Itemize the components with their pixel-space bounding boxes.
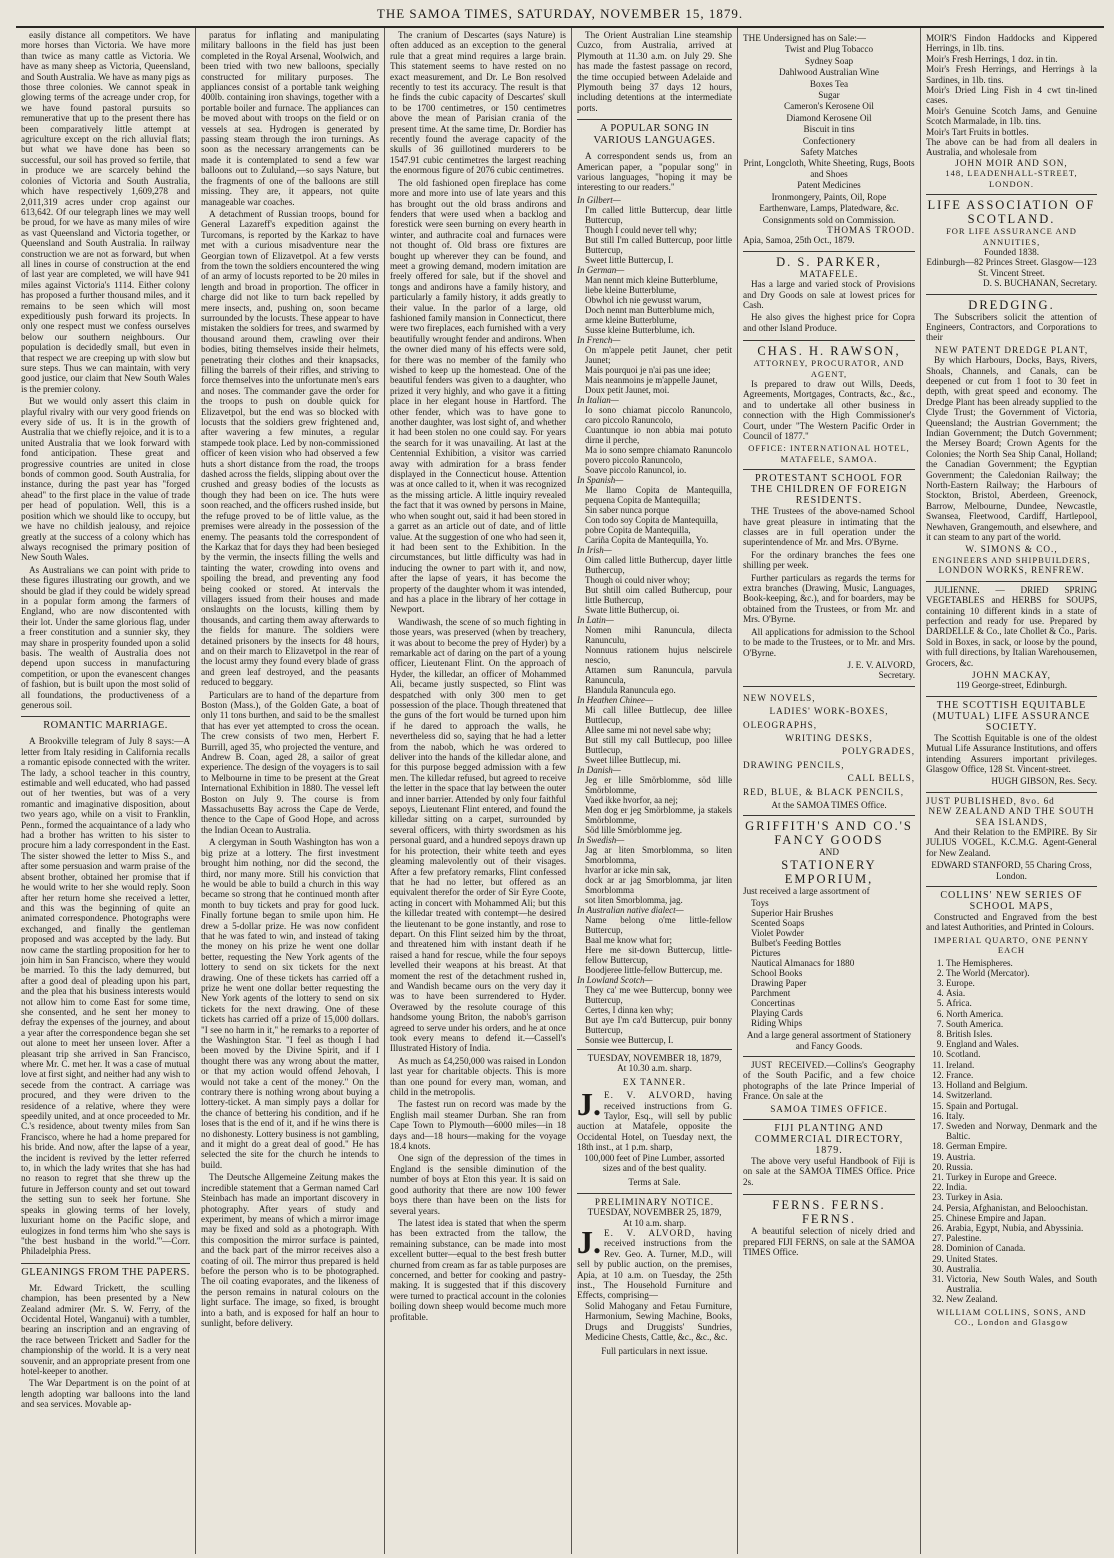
article-paragraph: Wandiwash, the scene of so much fighting in those years, was preserved (when by treachery, it was about to become the prey of Hyder) by a remarkable act of daring on the part of a young officer, Lieutenant Flint. On the approach of Hyder, the killedar, an officer of Mohammed Ali, became justly suspected, so Flint was despatched with only 300 men to get possession of the place. Though threatened that the guns of the fort would be turned upon him if he dared to approach the walls, he nevertheless did so, saying that he had a letter from the nabob, which he was ordered to deliver into the hands of the killedar alone, and for this purpose begged admission with a few men. The killedar refused, but agreed to receive the letter in the space that lay between the outer and inner barrier. Attended by only four faithful sepoys, Lieutenant Flint entered, and found the killedar sitting on a carpet, surrounded by several officers, with thirty swordsmen as his personal guard, and a hundred sepoys drawn up for his protection, their white teeth and eyes gleaming malevolently out of their visages. After a few prefatory remarks, Flint confessed that he had no letter, but offered as an equivalent therefor the order of Sir Eyre Coote, acting in concert with Mohammed Ali; but this the killedar treated with contempt—he desired the lieutenant to be gone instantly, and rose to depart. On this Flint seized him by the throat, and threatened him with instant death if he raised a hand for rescue, while the four sepoys levelled their weapons at his breast. At that moment the rest of the detachment rushed in, and Wandish became ours on the very day it was to have been surrendered to Hyder. Overawed by the resolute courage of this handsome young Briton, the nabob's garrison agreed to serve under his orders, and he at once took every means to defend it.—Cassell's Illustrated History of India. [390, 616, 566, 1054]
advert-item: Moir's Dried Ling Fish in 4 cwt tin-lined cases. [926, 85, 1097, 106]
advert-body: Constructed and Engraved from the best and latest Authorities, and Printed in Colours. [926, 912, 1097, 933]
map-list-item: 2. The World (Mercator). [946, 968, 1097, 978]
advert-name: JOHN MOIR AND SON, [955, 157, 1068, 168]
advert-signature: WILLIAM COLLINS, SONS, AND CO., London and Glasgow [936, 1306, 1087, 1327]
advert-founded: Founded 1838. [983, 246, 1040, 257]
advert-item: LADIES' WORK-BOXES, [769, 706, 889, 717]
advert-item: Diamond Kerosene Oil [786, 112, 872, 123]
song-line: Con todo soy Copita de Mantequilla, [585, 514, 718, 525]
song-line: Sin saber nunca porque [585, 504, 670, 515]
song-line: Cariña Copita de Mantequilla, Yo. [585, 534, 709, 545]
auction-footer: Full particulars in next issue. [601, 1346, 708, 1357]
map-list-item: 13. Holland and Belgium. [946, 1080, 1097, 1090]
auctioneer-name: E. V. ALVORD, [604, 1227, 696, 1238]
song-line: Nomen mihi Ranuncula, dilecta Ranunculu, [585, 624, 732, 645]
article-paragraph: The Orient Australian Line steamship Cuzco, from Australia, arrived at Plymouth at 11.30 a.m. on July 29. She has made the fastest passage on record, the time occupied between Adelaide and Plymouth being 37 days 12 hours, including detentions at the intermediate ports. [577, 30, 732, 113]
advert-role: Secretary. [878, 670, 915, 681]
song-language-label: In Latin— [577, 614, 614, 625]
advert-item: School Books [751, 968, 803, 979]
song-line: But aye I'm ca'd Buttercup, puir bonny Buttercup, [585, 1014, 732, 1035]
article-paragraph: The fastest run on record was made by the English mail steamer Durban. She ran from Cape Town to Plymouth—6000 miles—in 18 days and—18 hours—making for the voyage 18.4 knots. [390, 1099, 566, 1152]
song-line: I'm called little Buttercup, dear little Buttercup, [585, 204, 732, 225]
advert-offices: Edinburgh—82 Princes Street. Glasgow—123 St. Vincent Street. [926, 257, 1097, 278]
song-line: Though I could never tell why; [585, 224, 697, 235]
song-language-label: In Italian— [577, 394, 619, 405]
song-line: Sweet lillee Buttlecup, mi. [585, 754, 681, 765]
column-1 [16, 28, 196, 1554]
song-line: But shtill oim called Buthercup, pour little Buthercup, [585, 584, 732, 605]
drop-cap: J. [577, 1086, 601, 1123]
map-list-item: 26. Arabia, Egypt, Nubia, and Abyssinia. [946, 1223, 1097, 1233]
map-list-item: 25. Chinese Empire and Japan. [946, 1213, 1097, 1223]
advert-signature: EDWARD STANFORD, 55 Charing Cross, London. [931, 860, 1092, 881]
article-paragraph: But we would only assert this claim in playful rivalry with our very good friends on every side of us. It is in the growth of Australia that we chiefly rejoice, and it is to a united Australia that we look forward with fond anticipation. These great and progressive countries are united in close bonds of common good. South Australia, for instance, during the past year has "forged ahead" to the first place in the value of trade per head of population. Well, this is a position which we should like to occupy, but we have no childish jealousy, and rejoice greatly at the success of a colony which has always recognised the primary position of New South Wales. [21, 396, 190, 563]
song-line: Söd lille Smörblomme jeg. [585, 824, 682, 835]
map-list-item: 8. British Isles. [946, 1029, 1097, 1039]
advert-item: Print, Longcloth, White Sheeting, Rugs, Boots and Shoes [743, 158, 915, 179]
scottish-equitable-advert [926, 697, 1097, 793]
song-line: Obwhol ich nie gewusst warum, [585, 294, 702, 305]
advert-item: Dahlwood Australian Wine [779, 67, 879, 78]
advert-item: Superior Hair Brushes [751, 908, 834, 919]
article-paragraph: As much as £4,250,000 was raised in London last year for charitable objects. This is more than one pound for every man, woman, and child in the metropolis. [390, 1055, 566, 1098]
article-paragraph: As Australians we can point with pride to these figures illustrating our growth, and we should be glad if they could be widely spread in a popular form among the farmers of England, who are now discontented with their lot. Under the same glorious flag, under a freer constitution and a sunnier sky, they may share in prosperity founded upon a solid basis. The wealth of Australia does not depend upon success in manufacturing competition, or upon the evanescent changes of fashion, but is built upon the most solid of all foundations, the productiveness of a generous soil. [21, 564, 190, 710]
auction-time: At 10.30 a.m. sharp. [617, 1063, 692, 1074]
article-paragraph: A detachment of Russian troops, bound for General Lazareff's expedition against the Turcomans, is reported by the Karkaz to have met with a curious misadventure near the Georgian town of Elizavetpol. At a few versts from the town the soldiers encountered the wing of an army of locusts reported to be 20 miles in length and broad in proportion. The officer in charge did not like to turn back repelled by mere insects, and, pushing on, soon became surrounded by the locusts. These appear to have mistaken the soldiers for trees, and swarmed by thousand around them, crawling over their bodies, biting themselves inside their helmets, penetrating their clothes and their knapsacks, filling the barrels of their rifles, and striving to force themselves into the unfortunate men's ears and noses. The commander gave the order for the troops to push on double quick for Elizavetpol, but the end was so blocked with locusts that the soldiers grew frightened and, after wavering a few minutes, a regular stampede took place. Led by non-commissioned officer of keen vision who had observed a few huts a short distance from the road, the troops dashed across the fields, slipping about over the crushed and greasy bodies of the locusts as though they had been on ice. The huts were soon reached, and the officers rushed inside, but the refuge proved to be of little value, as the premises were already in the possession of the enemy. The peasants told the correspondent of the Karkaz that for days they had been besieged by the vermin, the insects filling the wells and tainting the water, crowding into ovens and spoiling the bread, and preventing any food being cooked or stored. At intervals the villagers issued from their houses and made onslaughts on the locusts, killing them by thousands, and carting them away afterwards to the fields for manure. The soldiers were detained prisoners by the insects for 48 hours, and on their march to Elizavetpol in the rear of the locust army they found every blade of grass and green leaf destroyed, and the peasants reduced to beggary. [201, 208, 379, 688]
song-line: Ma io sono sempre chiamato Ranuncolo povero piccolo Ranuncolo, [585, 444, 732, 465]
advert-heading: FERNS. FERNS. FERNS. [772, 1198, 886, 1227]
advert-body: By which Harbours, Docks, Bays, Rivers, Shoals, Channels, and Canals, can be deepened or cut from 1 foot to 30 feet in depth, with great speed and economy. The Dredge Plant has been already supplied to the Clyde Trust; the Government of Victoria, Queensland; the Austrian Government; the Indian Government; the Dutch Government; the Mersey Board; Crown Agents for the Colonies; the North Sea Ship Canal, Holland; the Canadian Government; the Egyptian Government; the Caledonian Railway; the North-Eastern Railway; the Harbours of Stockton, Bristol, Aberdeen, Greenock, Barrow, Melbourne, Dundee, Newcastle, Swansea, Fleetwood, Cardiff, Hartlepool, Newhaven, Grangemouth, and elsewhere, and it can steam to any part of the world. [926, 355, 1097, 543]
song-language-label: In Gilbert— [577, 194, 621, 205]
advert-intro: THE Undersigned has on Sale:— [743, 33, 866, 43]
map-list-item: 17. Sweden and Norway, Denmark and the Baltic. [946, 1121, 1097, 1141]
advert-works: LONDON WORKS, RENFREW. [938, 565, 1085, 576]
auction-detail: 100,000 feet of Pine Lumber, assorted sizes and of the best quality. [584, 1152, 725, 1173]
map-list [926, 958, 1097, 1305]
advert-sub: IMPERIAL QUARTO, ONE PENNY EACH [934, 934, 1089, 956]
article-paragraph: A correspondent sends us, from an American paper, a "popular song" in various languages, "hoping it may be interesting to our readers." [577, 151, 732, 193]
song-line: Doch nennt man Butterblume mich, [585, 304, 715, 315]
map-list-item: 24. Persia, Afghanistan, and Beloochistan. [946, 1203, 1097, 1213]
advert-item: Moir's Fresh Herrings, 1 doz. in tin. [926, 53, 1058, 64]
advert-address: 119 George-street, Edinburgh. [955, 680, 1068, 691]
song-line: But still I'm called Buttercup, poor little Buttercup, [585, 234, 732, 255]
trood-advert [743, 30, 915, 252]
song-line: Doux petit Jaunet, moi. [585, 384, 670, 395]
advert-item: Moir's Tart Fruits in bottles. [926, 126, 1029, 137]
song-line: Jeg er lille Smörblomme, söd lille Smörblomme, [585, 774, 732, 795]
advert-item: Bulbet's Feeding Bottles [751, 938, 841, 949]
advert-item: POLYGRADES, [841, 746, 915, 757]
advert-item-list [743, 44, 915, 213]
advert-fancy: FANCY GOODS [774, 833, 884, 848]
advert-heading: DREDGING. [968, 297, 1055, 312]
advert-item: Boxes Tea [809, 78, 849, 89]
advert-item: RED, BLUE, & BLACK PENCILS, [743, 786, 904, 797]
song-line: Though oi could niver whoy; [585, 574, 690, 585]
map-list-item: 15. Spain and Portugal. [946, 1101, 1097, 1111]
advert-name: GRIFFITH'S AND CO.'S [745, 819, 913, 834]
advert-heading: THE SCOTTISH EQUITABLE (MUTUAL) LIFE ASSURANCE SOCIETY. [932, 699, 1091, 733]
advert-title: ATTORNEY, PROCURATOR, AND AGENT, [753, 358, 905, 379]
just-received-advert [743, 1057, 915, 1120]
advert-body: The Subscribers solicit the attention of Engineers, Contractors, and Corporations to their [926, 311, 1097, 343]
advert-item: Cameron's Kerosene Oil [784, 101, 874, 112]
advert-item: Parchment [751, 988, 791, 999]
song-line: hvarfor ar icke min sak, [585, 864, 671, 875]
map-list-item: 21. Turkey in Europe and Greece. [946, 1172, 1097, 1182]
advert-plant: NEW PATENT DREDGE PLANT, [934, 344, 1089, 355]
auction-terms: Terms at Sale. [628, 1177, 681, 1188]
map-list-item: 14. Switzerland. [946, 1090, 1097, 1100]
advert-body: Is prepared to draw out Wills, Deeds, Agreements, Mortgages, Contracts, &c., &c., and to undertake all other business in connection with the High Commissioner's Court, under "The Western Pacific Order in Council of 1877." [743, 378, 915, 441]
life-association-advert [926, 195, 1097, 294]
advert-item: Concertinas [751, 998, 795, 1009]
moir-advert [926, 30, 1097, 195]
song-line: Men dog er jeg Smörblomme, ja stakels Smörblomme, [585, 804, 732, 825]
advert-body: The Scottish Equitable is one of the oldest Mutual Life Assurance Institutions, and offers intending Assurers important privileges. Glasgow Office, 128 St. Vincent-street. [926, 732, 1097, 774]
column-5 [738, 28, 921, 1554]
song-versions [577, 195, 732, 1045]
map-list-item: 7. South America. [946, 1019, 1097, 1029]
advert-and: AND [819, 847, 839, 858]
advert-title: NEW ZEALAND AND THE SOUTH SEA ISLANDS, [928, 806, 1095, 827]
map-list-item: 23. Turkey in Asia. [946, 1192, 1097, 1202]
advert-consign: Consignments sold on Commission. [762, 214, 896, 225]
song-language-label: In Australian native dialect— [577, 904, 684, 915]
advert-item: Sydney Soap [804, 55, 854, 66]
song-line: Sweet little Buttercup, I. [585, 254, 674, 265]
advert-item: Biscuit in tins [803, 124, 855, 135]
advert-item: Playing Cards [751, 1008, 803, 1019]
advert-item: Toys [751, 898, 769, 909]
song-line: But still my call Buttlecup, poo lillee Buttlecup, [585, 734, 732, 755]
advert-item: Violet Powder [751, 928, 804, 939]
advert-item: OLEOGRAPHS, [743, 719, 818, 730]
song-line: pobre Copita de Mantequilla, [585, 524, 691, 535]
song-line: Boodjeree little-fellow Buttercup, me. [585, 964, 723, 975]
map-list-item: 16. Italy. [946, 1111, 1097, 1121]
advert-item: Twist and Plug Tobacco [784, 44, 874, 55]
article-paragraph: The latest idea is stated that when the sperm has been extracted from the tallow, the remaining substance, can be made into most excellent butter—equal to the best fresh butter churned from cream as far as table purposes are concerned, and better for cooking and pastry-making. It is suggested that if this discovery were turned to practical account in the colonies boiling down sheep would become much more profitable. [390, 1217, 566, 1322]
song-line: Oim called little Buthercup, dayer little Buthercup, [585, 554, 732, 575]
map-list-item: 1. The Hemispheres. [946, 958, 1097, 968]
auction-body: having received instructions from G. Taylor, Esq., will sell by public auction at Matafele, opposite the Occidental Hotel, on Tuesday next, the 18th inst., at 1 p.m. sharp, [577, 1090, 733, 1153]
advert-signature: D. S. BUCHANAN, Secretary. [983, 278, 1097, 289]
article-paragraph: Mr. Edward Trickett, the sculling champion, has been presented by a New Zealand admirer (Mr. S. W. Ferry, of the Occidental Hotel, Wanganui) with a tumbler, bearing an inscription and an engraving of the race between Trickett and Sadler for the championship of the world. It is a very neat souvenir, and an appropriate present from one hotel-keeper to another. [21, 1282, 190, 1376]
advert-address: 148, LEADENHALL-STREET, LONDON. [945, 168, 1078, 189]
map-list-item: 18. German Empire. [946, 1141, 1097, 1151]
advert-item: MOIR'S Findon Haddocks and Kippered Herrings, in 1lb. tins. [926, 33, 1097, 54]
song-line: Jag ar liten Smorblomma, so liten Smorblomma, [585, 844, 732, 865]
song-line: arme kleine Butterblume, [585, 314, 677, 325]
advert-footer: SAMOA TIMES OFFICE. [770, 1103, 888, 1114]
song-line: Cuantunque io non abbia mai potuto dirne il perche, [585, 424, 732, 445]
advert-item: Scented Soaps [751, 918, 805, 929]
rawson-advert [743, 341, 915, 470]
map-list-item: 4. Asia. [946, 988, 1097, 998]
song-line: Nonnuus rationem hujus nelscirele nescio, [585, 644, 732, 665]
advert-heading: LIFE ASSOCIATION OF SCOTLAND. [927, 198, 1096, 227]
column-4 [572, 28, 738, 1554]
advert-body: He also gives the highest price for Copra and other Island Produce. [743, 312, 915, 333]
advert-item-list [926, 33, 1097, 137]
song-line: Susse kleine Butterblume, ich. [585, 324, 695, 335]
map-list-item: 31. Victoria, New South Wales, and South Australia. [946, 1274, 1097, 1294]
advert-emporium: STATIONERY EMPORIUM, [781, 857, 877, 886]
drop-cap: J. [577, 1223, 601, 1260]
advert-heading: FIJI PLANTING AND COMMERCIAL DIRECTORY, 1879. [754, 1123, 904, 1157]
song-line: Soave piccolo Ranuncol, io. [585, 464, 687, 475]
advert-office: OFFICE: INTERNATIONAL HOTEL, MATAFELE, SAMOA. [748, 443, 910, 464]
article-paragraph: Particulars are to hand of the departure from Boston (Mass.), of the Golden Gate, a boat of only 11 tons burthen, and said to be the smallest that has ever yet attempted to cross the ocean. The crew consists of two men, Herbert F. Burrill, aged 35, who projected the venture, and Andrew B. Coan, aged 28, a sailor of great experience. The design of the voyagers is to sail to Melbourne in time to be present at the Great International Exhibition in 1880. The vessel left Boston on July 9. The course is from Massachusetts Bay across the Cape de Verde, thence to the Cape of Good Hope, and across the Indian Ocean to Australia. [201, 689, 379, 835]
advert-item: Drawing Paper [751, 978, 807, 989]
advert-name: CHAS. H. RAWSON, [757, 344, 901, 359]
song-line: Allee same mi not nevel sabe why; [585, 724, 711, 735]
advert-item: Moir's Genuine Scotch Jams, and Genuine Scotch Marmalade, in 1lb. tins. [926, 105, 1097, 127]
song-line: Name belong o'me little-fellow Buttercup, [585, 914, 732, 935]
article-heading: ROMANTIC MARRIAGE. [21, 716, 190, 732]
advert-body: JULIENNE. — DRIED SPRING VEGETABLES and HERBS for SOUPS, containing 10 different kinds in a state of perfection and ready for use. Prepared by DARDELLE & Co., late Chollet & Co., Paris. Sold in Boxes, in sack, or loose by the pound, with full directions, by Italian Warehousemen, Grocers, &c. [926, 584, 1097, 668]
advert-signature: JOHN MACKAY, [972, 669, 1051, 680]
advert-heading: COLLINS' NEW SERIES OF SCHOOL MAPS, [940, 890, 1083, 913]
map-list-item: 10. Scotland. [946, 1049, 1097, 1059]
song-line: Sonsie wee Buttercup, I. [585, 1034, 674, 1045]
advert-item: DRAWING PENCILS, [743, 759, 845, 770]
advert-item: NEW NOVELS, [743, 692, 816, 703]
map-list-item: 32. New Zealand. [946, 1294, 1097, 1304]
song-line: Io sono chiamat piccolo Ranuncolo, caro piccolo Ranuncolo, [585, 404, 732, 425]
map-list-item: 28. Dominion of Canada. [946, 1243, 1097, 1253]
song-language-label: In Spanish— [577, 474, 624, 485]
advert-footer: At the SAMOA TIMES Office. [771, 799, 887, 810]
advert-heading: PROTESTANT SCHOOL FOR THE CHILDREN OF FOREIGN RESIDENTS. [750, 473, 908, 507]
advert-body: For the ordinary branches the fees one shilling per week. [743, 549, 915, 571]
map-list-item: 11. Ireland. [946, 1060, 1097, 1070]
article-heading: GLEANINGS FROM THE PAPERS. [21, 1263, 190, 1279]
song-line: liebe kleine Butterblume, [585, 284, 677, 295]
map-list-item: 12. France. [946, 1070, 1097, 1080]
auction-title: EX TANNER. [622, 1076, 687, 1087]
song-line: Me llamo Copita de Mantequilla, pequena Copita de Mantequilla; [585, 484, 732, 505]
advert-place: MATAFELE. [799, 268, 859, 279]
auctioneer-name: E. V. ALVORD, [604, 1090, 696, 1101]
auction-notice [577, 1049, 732, 1194]
advert-item: Patent Medicines [797, 180, 861, 191]
article-paragraph: The Deutsche Allgemeine Zeitung makes the incredible statement that a German named Carl Steinbach has made an important discovery in photography. After years of study and experiment, by means of which a mirror image may be fixed and sold as a photograph. With this composition the mirror surface is painted, and the back part of the mirror receives also a coating of oil. The mirror thus prepared is held before the person who is to be photographed. The oil coating evaporates, and the likeness of the person remains in natural colours on the light surface. The image, so fixed, is brought into a bath, and is exposed for half an hour to sunlight, before delivery. [201, 1172, 379, 1328]
song-line: Certes, I dinna ken why; [585, 1004, 674, 1015]
auction-detail: Solid Mahogany and Fetau Furniture, Harmonium, Sewing Machine, Books, Drugs and Druggists' Sundries, Medicine Chests, Cattle, &c., &c., &c. [585, 1300, 732, 1343]
map-list-item: 20. Russia. [946, 1162, 1097, 1172]
song-line: sot liten Smorblomma, jag. [585, 894, 683, 905]
dredging-advert [926, 295, 1097, 582]
song-line: Here me sit-down Buttercup, little-fellow Buttercup, [585, 944, 732, 965]
map-list-item: 22. India. [946, 1182, 1097, 1192]
song-language-label: In French— [577, 334, 621, 345]
map-list-item: 5. Africa. [946, 998, 1097, 1008]
article-paragraph: The War Department is on the point of at length adopting war balloons into the land and sea services. Movable ap- [21, 1378, 190, 1410]
advert-item: Moir's Fresh Herrings, and Herrings à la Sardines, in 1lb. tins. [926, 64, 1097, 85]
advert-item: CALL BELLS, [847, 773, 915, 784]
song-line: Attamen sum Ranuncula, parvula Ranuncula, [585, 664, 732, 685]
auction-heading: PRELIMINARY NOTICE. [594, 1196, 715, 1207]
masthead: THE SAMOA TIMES, SATURDAY, NOVEMBER 15, 1879. [16, 6, 1104, 28]
julienne-advert [926, 582, 1097, 697]
advert-item: Nautical Almanacs for 1880 [751, 958, 855, 969]
song-language-label: In Danish— [577, 764, 621, 775]
song-line: Mais pourquoi je n'ai pas une idee; [585, 364, 711, 375]
map-list-item: 6. North America. [946, 1009, 1097, 1019]
advert-item: Ironmongery, Paints, Oil, Rope [771, 191, 887, 202]
advert-note: The above can be had from all dealers in Australia, and wholesale from [926, 137, 1097, 158]
advert-body: THE Trustees of the above-named School have great pleasure in intimating that the classes are in full operation under the superintendence of Mr. and Mrs. O'Byrne. [743, 506, 915, 548]
stationery-advert [743, 687, 915, 817]
song-heading: A POPULAR SONG IN VARIOUS LANGUAGES. [577, 119, 732, 147]
song-line: Swate little Buthercup, oi. [585, 604, 680, 615]
song-line: dock ar ar jag Smorblomma, jar liten Smorblomma [585, 874, 732, 895]
advert-item: Safety Matches [800, 147, 858, 158]
advert-name: D. S. PARKER, [776, 254, 882, 269]
advert-body: Has a large and varied stock of Provisions and Dry Goods on sale at lowest prices for Cash. [743, 279, 915, 310]
advert-signature: J. E. V. ALVORD, [847, 659, 915, 670]
advert-footer: And a large general assortment of Stationery and Fancy Goods. [746, 1030, 912, 1051]
advert-sub: FOR LIFE ASSURANCE AND ANNUITIES, [946, 226, 1077, 247]
song-line: Man nennt mich kleine Butterblume, [585, 274, 718, 285]
advert-body: Further particulars as regards the terms for extra branches (Drawing, Music, Languages, Book-keeping, &c.), and for boarders, may be obtained from the Trustees, or from Mr. and Mrs. O'Byrne. [743, 572, 915, 625]
map-list-item: 30. Australia. [946, 1264, 1097, 1274]
advert-heading: JUST PUBLISHED, 8vo. 6d [926, 795, 1055, 806]
auction-body: having received instructions from the Rev. Geo. A. Turner, M.D., will sell by public auction, on the premises, Apia, at 10 a.m. on Tuesday, the 25th inst., The Household Furniture and Effects, comprising— [577, 1227, 733, 1301]
advert-item: Confectionery [802, 135, 856, 146]
advert-item: WRITING DESKS, [785, 732, 873, 743]
song-line: Vaed ikke hvorfor, aa nej; [585, 794, 678, 805]
article-paragraph: One sign of the depression of the times in England is the sensible diminution of the number of boys at Eton this year. It is said on good authority that there are now 100 fewer boys there than have been on the lists for several years. [390, 1153, 566, 1216]
advert-role: ENGINEERS AND SHIPBUILDERS, [932, 554, 1091, 565]
auction-notice [577, 1194, 732, 1362]
advert-body: JUST RECEIVED.—Collins's Geography of the South Pacific, and a few choice photographs of the late Prince Imperial of France. On sale at the [743, 1060, 915, 1102]
article-paragraph: easily distance all competitors. We have more horses than Victoria. We have more than twice as many cattle as Victoria. We have as many sheep as Victoria, Queensland, and South Australia. We have as many pigs as those three colonies. We cannot speak in glowing terms of the acreage under crop, for we have found pastoral pursuits so remunerative that up to the present there has been comparatively little attempt at agriculture except on the rich alluvial flats; but what we have done has been so successful, our soil has proved so fertile, that in produce we are scarcely behind the colonies of Victoria and South Australia, which have respectively 1,609,278 and 2,011,319 acres under crop against our 613,642. Of our telegraph lines we may well be proud, for we have as many miles of wire as vast Queensland and Victoria together, or Queensland and South Australia. In railway construction we are not as forward, but when all lines in course of construction at the end of last year are completed, we will have 941 miles against Victoria's 1114. Either colony has proposed a further thousand miles, and it remains to be seen which will most expeditiously push forward its projects. In only one respect must we confess ourselves below our southern neighbours. Our population is decidedly small, but even in that respect we are creeping up with slow but sure steps. Thus we can maintain, with very good justice, our claim that New South Wales is the premier colony. [21, 30, 190, 394]
auction-time: At 10 a.m. sharp. [622, 1217, 687, 1228]
song-language-label: In German— [577, 264, 625, 275]
article-paragraph: A Brookville telegram of July 8 says:—A letter from Italy residing in California recalls a romantic episode connected with the writer. The lady, a school teacher in this country, estimable and well educated, who had passed out of her twenties, but was of a very romantic and imaginative disposition, about two years ago, while on a visit to Franklin, Penn., formed the acquaintance of a lady who had a brother has written to his sister to procure him a lady correspondent in the East. The sister showed the letter to Miss S., and after some persuasion and warm praise of the absent brother, obtained her promise that if he would write to her she would reply. Soon after her return home she received a letter, and this was the beginning of quite an animated correspondence. Photographs were exchanged, and finally the gentleman proposed and was accepted by the lady. But now came the startling proposition for her to join him in San Francisco, where they would be married. To this the lady demurred, but after a good deal of pleading upon his part, and the plea that his business interests would not allow him to come East for some time, she consented, and he sent her money to defray the expenses of the journey, and about a year after the correspondence began she set out alone to meet her unseen lover. After a pleasant trip she arrived in San Francisco, where Mr. C. met her. It was a case of mutual love at first sight, and neither had any wish to secede from the contract. A carriage was procured, and they were driven to the residence of a relative, where they were speedily united, and at once proceeded to Mr. C.'s residence, about twenty miles from San Francisco, where he had a home prepared for his bride. And now, after the lapse of a year, the incident is revived by the letter referred to, in which the lady writes that she has had no reason to regret that she threw up the future in Jefferson county and set out toward the setting sun to seek her fortune. She speaks in glowing terms of her lovely, luxuriant home on the Pacific slope, and eulogizes in fond terms him 'who she says is "the best husband in the world."'—Corr. Philadelphia Press. [21, 736, 190, 1257]
map-list-item: 29. United States. [946, 1254, 1097, 1264]
griffith-advert [743, 816, 915, 1057]
advert-signature: THOMAS TROOD. [827, 224, 915, 235]
column-2 [196, 28, 385, 1554]
advert-item: Earthenware, Lamps, Platedware, &c. [759, 203, 899, 214]
school-advert [743, 470, 915, 687]
advert-item: Sugar [818, 90, 840, 101]
advert-item: Riding Whips [751, 1018, 803, 1029]
auction-date: TUESDAY, NOVEMBER 18, 1879, [587, 1052, 722, 1063]
advert-item: Pictures [751, 948, 781, 959]
parker-advert [743, 252, 915, 341]
article-paragraph: A clergyman in South Washington has won a big prize at a lottery. The first investment brought him nothing, nor did the second, the third, nor many more. Still his conviction that he would be able to build a church in this way became so strong that he continued month after month to buy tickets and pray for good luck. Finally fortune began to smile upon him. He drew a 5-dollar prize. He was now confident that he was fated to win, and instead of taking the money on his prize he went one dollar better, requesting the New York agents of the lottery to send on six tickets for the next drawing. One of these tickets has carried off a prize he went one dollar better requesting the New York agents of the lottery to send on six tickets for the next drawing. One of these tickets has carried off a prize of 15,000 dollars. "I see no harm in it," he remarks to a reporter of the Washington Star. "I feel as though I had been moved by the Divine Spirit, and if I thought there was any wrong about the matter, or that my action would offend Jehovah, I would not take a cent of the money." On the contrary there is nothing wrong about buying a lottery-ticket. A man simply pays a dollar for the chance of bettering his condition, and if he loses that is the end of it, and if he wins there is no dishonesty. Lottery business is not gambling, and it might do a great deal of good." He has selected the site for the church he intends to build. [201, 837, 379, 1170]
collins-maps-advert [926, 887, 1097, 1332]
song-line: Mi call lillee Buttlecup, dee lillee Buttlecup, [585, 704, 732, 725]
auction-date: TUESDAY, NOVEMBER 25, 1879, [587, 1207, 722, 1218]
song-language-label: In Lowland Scotch— [577, 974, 653, 985]
song-line: Mais neanmoins je m'appelle Jaunet, [585, 374, 718, 385]
advert-body: And their Relation to the EMPIRE. By Sir JULIUS VOGEL, K.C.M.G. Agent-General for New Zealand. [926, 827, 1097, 858]
article-paragraph: The old fashioned open fireplace has come more and more into use of late years and this has brought out the old brass andirons and fenders that were used when a backlog and forestick were seen burning on every hearth in winter, and authracite coal and furnaces were not thought of. Old brass ore fixtures are bought up wherever they can be found, and meet a growing demand, modern imitation are freely offered for sale, but if the shovel and tongs and andirons have a family history, and particularly a family history, it adds greatly to their value. In the parlor of a large, old fashioned family mansion in Connecticut, there were two fireplaces, each furnished with a very beautifully wrought fender and andirons. When the owner died many of his effects were sold, for there was no member of the family who wished to keep up the homestead. One of the beautiful fenders was given to a daughter, who prized it very highly, and who gave it a fitting place in her elegant house in Hartford. The other fender, which was to have gone to another daughter, was lost sight of, and whether it had been stolen no one could say. For years the search for it was unavailing. At last at the Centennial Exhibition, a visitor was carried away with admiration for a brass fender displayed in the Connecticut house. Attention was at once called to it, when it was recognized as the missing article. A little inquiry revealed the fact that it was owned by persons in Maine, who when sought out, said it had been stored in a garret as an article out of date, and of little value. At the suggestion of one who had seen it, it had been sent to the Exhibition. In the circumstances, but little difficulty was had in inducing the owner to part with it, and now, after the lapse of years, it has become the property of the daughter whom it was intended, and has a place in the library of her cottage in Newport. [390, 177, 566, 615]
fiji-advert [743, 1120, 915, 1195]
map-list-item: 3. Europe. [946, 978, 1097, 988]
song-line: Blandula Ranuncula ego. [585, 684, 676, 695]
ferns-advert [743, 1195, 915, 1264]
article-paragraph: The cranium of Descartes (says Nature) is often adduced as an exception to the general rule that a great mind requires a large brain. This statement seems to have rested on no exact measurement, and Dr. Le Bon resolved recently to test its accuracy. The result is that he finds the cubic capacity of Descartes' skull to be 1700 centimetres, or 150 centimetres above the mean of Parisian crania of the present time. At the same time, Dr. Bordier has recently found the average capacity of the skulls of 36 guillotined murderers to be 1547.91 cubic centimetres the largest reaching the enormous figure of 2076 cubic centimetres. [390, 30, 566, 176]
advert-body: A beautiful selection of nicely dried and prepared FIJI FERNS, on sale at the SAMOA TIMES Office. [743, 1226, 915, 1258]
advert-signature: HUGH GIBSON, Res. Secy. [991, 776, 1097, 787]
advert-signature: W. SIMONS & CO., [965, 544, 1058, 555]
column-6 [921, 28, 1102, 1554]
advert-item-list [743, 898, 915, 1028]
advert-date: Apia, Samoa, 25th Oct., 1879. [743, 235, 855, 246]
column-3 [385, 28, 572, 1554]
song-language-label: In Heathen Chinee— [577, 694, 653, 705]
advert-item-list [743, 898, 915, 1028]
song-language-label: In Swedish— [577, 834, 625, 845]
song-line: Baal me know what for; [585, 934, 672, 945]
song-line: On m'appele petit Jaunet, cher petit Jaunet; [585, 344, 732, 365]
published-advert [926, 793, 1097, 887]
article-paragraph: paratus for inflating and manipulating military balloons in the field has just been completed in the Royal Arsenal, Woolwich, and been tried with two new balloons, specially constructed for military purposes. The appliances consist of a portable tank weighing 400lb. containing iron shavings, together with a portable boiler and furnace. The appliances can be moved about with troops on the field or on vessels at sea. Hydrogen is generated by passing steam through the iron turnings. As soon as the necessary arrangements can be made it is contemplated to send a few war balloons out to Zululand,—so says Nature, but the fragments of one of the balloons are still missing. They are, it appears, not quite manageable war coaches. [201, 30, 379, 207]
advert-body: The above very useful Handbook of Fiji is on sale at the SAMOA TIMES Office. Price 2s. [743, 1156, 915, 1187]
advert-body: All applications for admission to the School to be made to the Trustees, or to Mr. and Mrs. O'Byrne. [743, 626, 915, 658]
advert-intro: Just received a large assortment of [743, 885, 870, 896]
song-language-label: In Irish— [577, 544, 612, 555]
map-list-item: 27. Palestine. [946, 1233, 1097, 1243]
columns [16, 28, 1104, 1554]
advert-item-list [743, 693, 915, 797]
map-list-item: 19. Austria. [946, 1152, 1097, 1162]
map-list-item: 9. England and Wales. [946, 1039, 1097, 1049]
song-line: They ca' me wee Buttercup, bonny wee Buttercup, [585, 984, 732, 1005]
